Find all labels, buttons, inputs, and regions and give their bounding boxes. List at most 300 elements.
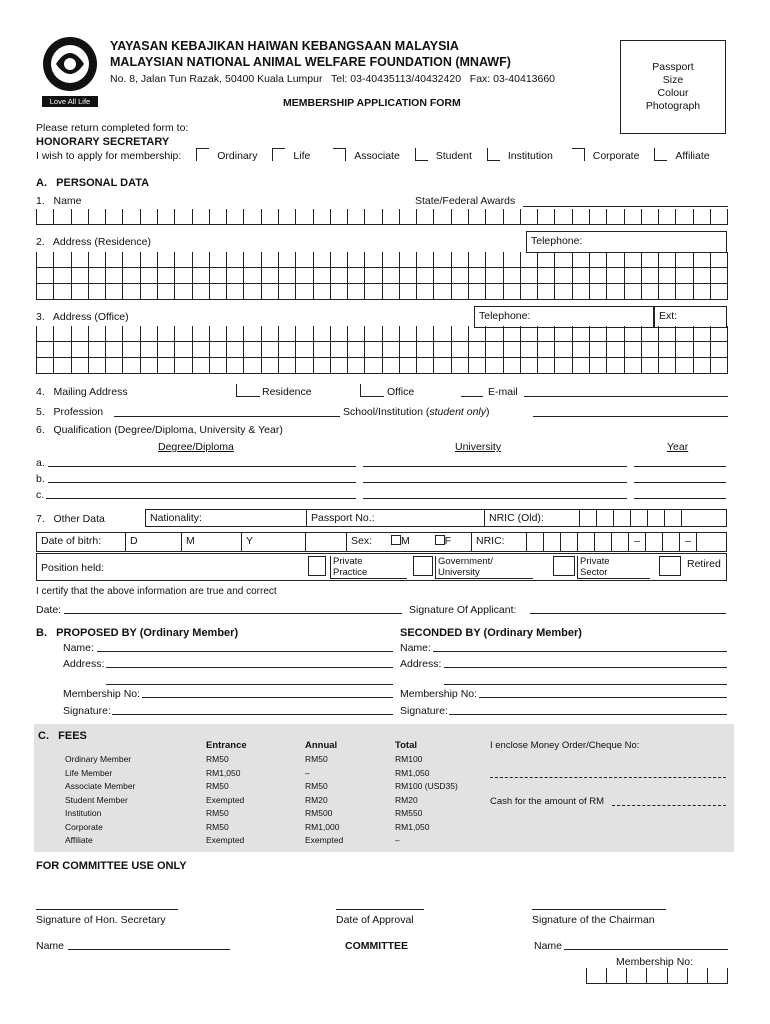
grid-cell[interactable] [555,209,572,225]
grid-cell[interactable] [141,252,158,268]
proposer-address-field-1[interactable] [106,656,393,668]
grid-cell[interactable] [504,284,521,300]
grid-cell[interactable] [711,358,728,374]
nric-cell[interactable] [561,533,578,551]
grid-cell[interactable] [590,252,607,268]
grid-cell[interactable] [538,209,555,225]
grid-cell[interactable] [141,358,158,374]
seconder-membership-field[interactable] [479,686,727,698]
grid-cell[interactable] [590,326,607,342]
grid-cell[interactable] [711,268,728,284]
grid-cell[interactable] [417,209,434,225]
grid-cell[interactable] [365,268,382,284]
grid-cell[interactable] [642,284,659,300]
grid-cell[interactable] [279,268,296,284]
seconder-address-field-1[interactable] [444,656,727,668]
grid-cell[interactable] [434,326,451,342]
grid-cell[interactable] [331,326,348,342]
passport-field[interactable] [307,510,485,526]
committee-membership-grid[interactable] [586,968,728,984]
nric-cell[interactable] [527,533,544,551]
grid-cell[interactable] [175,209,192,225]
grid-cell[interactable] [555,326,572,342]
grid-cell[interactable] [676,284,693,300]
grid-cell[interactable] [555,342,572,358]
grid-cell[interactable] [555,268,572,284]
grid-cell[interactable] [400,209,417,225]
grid-cell[interactable] [210,252,227,268]
grid-cell[interactable] [54,252,71,268]
grid-cell[interactable] [331,209,348,225]
grid-cell[interactable] [504,252,521,268]
grid-cell[interactable] [383,284,400,300]
grid-cell[interactable] [296,268,313,284]
grid-cell[interactable] [573,252,590,268]
grid-cell[interactable] [175,358,192,374]
qual-a-degree[interactable] [48,455,356,467]
grid-cell[interactable] [193,358,210,374]
grid-cell[interactable] [486,342,503,358]
grid-cell[interactable] [331,358,348,374]
checkbox-private-sector[interactable] [553,556,575,576]
grid-cell[interactable] [642,252,659,268]
grid-cell[interactable] [383,342,400,358]
grid-cell[interactable] [521,342,538,358]
grid-cell[interactable] [417,358,434,374]
grid-cell[interactable] [193,342,210,358]
grid-cell[interactable] [711,342,728,358]
address-residence-grid-1[interactable] [36,252,728,268]
date-field[interactable] [64,602,402,614]
grid-cell[interactable] [348,326,365,342]
grid-cell[interactable] [417,326,434,342]
grid-cell[interactable] [607,209,624,225]
grid-cell[interactable] [627,968,647,984]
nationality-field[interactable] [146,510,307,526]
grid-cell[interactable] [538,342,555,358]
awards-field[interactable] [523,193,728,207]
grid-cell[interactable] [348,268,365,284]
grid-cell[interactable] [676,252,693,268]
nric-cell[interactable] [612,533,629,551]
grid-cell[interactable] [676,342,693,358]
grid-cell[interactable] [694,358,711,374]
grid-cell[interactable] [452,326,469,342]
chairman-name-field[interactable] [564,938,728,950]
profession-field[interactable] [114,405,340,417]
grid-cell[interactable] [711,209,728,225]
grid-cell[interactable] [625,358,642,374]
signature-applicant-field[interactable] [530,602,726,614]
checkbox-affiliate[interactable] [654,148,667,161]
grid-cell[interactable] [469,284,486,300]
proposer-address-field-2[interactable] [106,673,393,685]
grid-cell[interactable] [296,326,313,342]
grid-cell[interactable] [89,268,106,284]
grid-cell[interactable] [452,342,469,358]
grid-cell[interactable] [262,342,279,358]
grid-cell[interactable] [262,358,279,374]
grid-cell[interactable] [573,284,590,300]
grid-cell[interactable] [89,326,106,342]
grid-cell[interactable] [538,252,555,268]
address-office-grid-2[interactable] [36,342,728,358]
grid-cell[interactable] [469,252,486,268]
grid-cell[interactable] [314,268,331,284]
grid-cell[interactable] [555,358,572,374]
grid-cell[interactable] [54,284,71,300]
grid-cell[interactable] [348,284,365,300]
dob-day[interactable] [126,533,182,551]
grid-cell[interactable] [175,342,192,358]
checkbox-ordinary[interactable] [196,148,209,161]
ext-field[interactable] [654,306,727,328]
grid-cell[interactable] [106,252,123,268]
grid-cell[interactable] [262,252,279,268]
grid-cell[interactable] [244,326,261,342]
grid-cell[interactable] [486,252,503,268]
grid-cell[interactable] [625,326,642,342]
address-office-grid-3[interactable] [36,358,728,374]
grid-cell[interactable] [642,268,659,284]
grid-cell[interactable] [469,268,486,284]
qual-c-year[interactable] [634,487,726,499]
checkbox-government[interactable] [413,556,433,576]
grid-cell[interactable] [659,342,676,358]
money-order-field[interactable] [490,768,726,778]
grid-cell[interactable] [296,284,313,300]
school-field[interactable] [533,405,728,417]
grid-cell[interactable] [37,358,54,374]
grid-cell[interactable] [625,252,642,268]
grid-cell[interactable] [521,252,538,268]
grid-cell[interactable] [607,968,627,984]
grid-cell[interactable] [452,209,469,225]
grid-cell[interactable] [193,209,210,225]
grid-cell[interactable] [383,268,400,284]
grid-cell[interactable] [469,326,486,342]
qual-c-university[interactable] [363,487,627,499]
nric-old-cell[interactable] [648,510,665,526]
grid-cell[interactable] [54,326,71,342]
grid-cell[interactable] [607,252,624,268]
grid-cell[interactable] [383,252,400,268]
telephone-office-field[interactable] [474,306,654,328]
grid-cell[interactable] [659,358,676,374]
email-field[interactable] [524,386,728,397]
grid-cell[interactable] [89,342,106,358]
grid-cell[interactable] [37,284,54,300]
grid-cell[interactable] [227,252,244,268]
grid-cell[interactable] [331,284,348,300]
grid-cell[interactable] [434,268,451,284]
telephone-residence-field[interactable] [526,231,727,253]
grid-cell[interactable] [227,268,244,284]
grid-cell[interactable] [37,342,54,358]
grid-cell[interactable] [348,358,365,374]
grid-cell[interactable] [141,209,158,225]
grid-cell[interactable] [625,284,642,300]
grid-cell[interactable] [314,284,331,300]
grid-cell[interactable] [590,284,607,300]
grid-cell[interactable] [141,268,158,284]
grid-cell[interactable] [175,284,192,300]
grid-cell[interactable] [625,342,642,358]
grid-cell[interactable] [72,342,89,358]
grid-cell[interactable] [469,358,486,374]
nric-cell[interactable] [578,533,595,551]
nric-old-field[interactable] [485,510,580,526]
grid-cell[interactable] [711,326,728,342]
grid-cell[interactable] [538,326,555,342]
nric-cell[interactable] [544,533,561,551]
grid-cell[interactable] [37,326,54,342]
grid-cell[interactable] [521,209,538,225]
checkbox-private-practice[interactable] [308,556,326,576]
grid-cell[interactable] [365,284,382,300]
grid-cell[interactable] [106,209,123,225]
grid-cell[interactable] [469,342,486,358]
grid-cell[interactable] [400,268,417,284]
grid-cell[interactable] [158,342,175,358]
grid-cell[interactable] [434,342,451,358]
grid-cell[interactable] [434,252,451,268]
grid-cell[interactable] [193,252,210,268]
grid-cell[interactable] [555,252,572,268]
qual-b-degree[interactable] [48,471,356,483]
grid-cell[interactable] [538,284,555,300]
grid-cell[interactable] [417,252,434,268]
grid-cell[interactable] [400,342,417,358]
grid-cell[interactable] [244,284,261,300]
grid-cell[interactable] [279,284,296,300]
grid-cell[interactable] [296,252,313,268]
grid-cell[interactable] [54,268,71,284]
grid-cell[interactable] [607,326,624,342]
grid-cell[interactable] [89,209,106,225]
seconder-address-field-2[interactable] [444,673,727,685]
grid-cell[interactable] [106,358,123,374]
grid-cell[interactable] [123,284,140,300]
grid-cell[interactable] [417,284,434,300]
grid-cell[interactable] [434,209,451,225]
nric-old-cell[interactable] [665,510,682,526]
grid-cell[interactable] [54,209,71,225]
grid-cell[interactable] [37,209,54,225]
grid-cell[interactable] [106,268,123,284]
grid-cell[interactable] [348,342,365,358]
grid-cell[interactable] [486,358,503,374]
checkbox-associate[interactable] [333,148,346,161]
grid-cell[interactable] [486,284,503,300]
grid-cell[interactable] [625,209,642,225]
checkbox-corporate[interactable] [572,148,585,161]
cash-amount-field[interactable] [612,796,726,806]
grid-cell[interactable] [123,209,140,225]
grid-cell[interactable] [158,326,175,342]
grid-cell[interactable] [694,284,711,300]
nric-cell[interactable] [595,533,612,551]
grid-cell[interactable] [587,968,607,984]
nric-old-cell[interactable] [682,510,726,526]
grid-cell[interactable] [573,342,590,358]
grid-cell[interactable] [141,284,158,300]
grid-cell[interactable] [123,326,140,342]
grid-cell[interactable] [642,326,659,342]
grid-cell[interactable] [244,268,261,284]
seconder-signature-field[interactable] [449,703,727,715]
grid-cell[interactable] [262,268,279,284]
grid-cell[interactable] [244,252,261,268]
grid-cell[interactable] [504,342,521,358]
grid-cell[interactable] [193,326,210,342]
checkbox-life[interactable] [272,148,285,161]
grid-cell[interactable] [694,342,711,358]
grid-cell[interactable] [590,342,607,358]
grid-cell[interactable] [607,268,624,284]
grid-cell[interactable] [314,326,331,342]
grid-cell[interactable] [486,268,503,284]
grid-cell[interactable] [227,209,244,225]
qual-b-year[interactable] [634,471,726,483]
grid-cell[interactable] [72,284,89,300]
grid-cell[interactable] [141,326,158,342]
grid-cell[interactable] [210,284,227,300]
grid-cell[interactable] [123,252,140,268]
grid-cell[interactable] [262,326,279,342]
grid-cell[interactable] [331,252,348,268]
grid-cell[interactable] [331,342,348,358]
grid-cell[interactable] [365,252,382,268]
grid-cell[interactable] [123,358,140,374]
grid-cell[interactable] [504,326,521,342]
grid-cell[interactable] [158,252,175,268]
grid-cell[interactable] [521,326,538,342]
grid-cell[interactable] [590,268,607,284]
grid-cell[interactable] [607,342,624,358]
nric-cell[interactable] [697,533,726,551]
grid-cell[interactable] [538,358,555,374]
grid-cell[interactable] [365,209,382,225]
grid-cell[interactable] [452,358,469,374]
grid-cell[interactable] [676,326,693,342]
dob-month[interactable] [182,533,242,551]
grid-cell[interactable] [175,252,192,268]
grid-cell[interactable] [659,209,676,225]
grid-cell[interactable] [72,358,89,374]
nric-old-cell[interactable] [597,510,614,526]
grid-cell[interactable] [244,342,261,358]
grid-cell[interactable] [642,342,659,358]
grid-cell[interactable] [123,268,140,284]
checkbox-mailing-office[interactable] [360,384,384,397]
grid-cell[interactable] [262,284,279,300]
nric-cell[interactable] [646,533,663,551]
grid-cell[interactable] [314,252,331,268]
grid-cell[interactable] [573,358,590,374]
grid-cell[interactable] [417,342,434,358]
grid-cell[interactable] [72,326,89,342]
qual-a-year[interactable] [634,455,726,467]
grid-cell[interactable] [210,209,227,225]
grid-cell[interactable] [383,358,400,374]
checkbox-institution[interactable] [487,148,500,161]
proposer-membership-field[interactable] [142,686,393,698]
grid-cell[interactable] [365,326,382,342]
checkbox-female[interactable] [435,535,445,545]
grid-cell[interactable] [106,284,123,300]
grid-cell[interactable] [54,358,71,374]
checkbox-mailing-residence[interactable] [236,384,260,397]
grid-cell[interactable] [37,268,54,284]
grid-cell[interactable] [37,252,54,268]
grid-cell[interactable] [607,284,624,300]
checkbox-retired[interactable] [659,556,681,576]
grid-cell[interactable] [434,284,451,300]
address-residence-grid-3[interactable] [36,284,728,300]
grid-cell[interactable] [688,968,708,984]
grid-cell[interactable] [106,342,123,358]
proposer-signature-field[interactable] [112,703,393,715]
grid-cell[interactable] [158,209,175,225]
grid-cell[interactable] [262,209,279,225]
grid-cell[interactable] [573,326,590,342]
grid-cell[interactable] [676,209,693,225]
grid-cell[interactable] [504,268,521,284]
grid-cell[interactable] [694,252,711,268]
grid-cell[interactable] [296,358,313,374]
grid-cell[interactable] [400,326,417,342]
grid-cell[interactable] [400,284,417,300]
grid-cell[interactable] [400,252,417,268]
grid-cell[interactable] [227,342,244,358]
date-approval-line[interactable] [336,898,424,910]
grid-cell[interactable] [227,358,244,374]
qual-c-degree[interactable] [46,487,356,499]
sig-chairman-line[interactable] [532,898,666,910]
grid-cell[interactable] [590,209,607,225]
grid-cell[interactable] [89,252,106,268]
grid-cell[interactable] [521,284,538,300]
seconder-name-field[interactable] [433,640,727,652]
passport-photo-box[interactable] [620,40,726,134]
grid-cell[interactable] [452,284,469,300]
address-residence-grid-2[interactable] [36,268,728,284]
sig-secretary-line[interactable] [36,898,178,910]
grid-cell[interactable] [158,358,175,374]
qual-a-university[interactable] [363,455,627,467]
grid-cell[interactable] [469,209,486,225]
grid-cell[interactable] [158,268,175,284]
grid-cell[interactable] [296,342,313,358]
grid-cell[interactable] [106,326,123,342]
grid-cell[interactable] [210,342,227,358]
grid-cell[interactable] [659,252,676,268]
grid-cell[interactable] [279,342,296,358]
grid-cell[interactable] [676,268,693,284]
grid-cell[interactable] [158,284,175,300]
grid-cell[interactable] [314,209,331,225]
grid-cell[interactable] [694,268,711,284]
grid-cell[interactable] [694,209,711,225]
grid-cell[interactable] [365,342,382,358]
grid-cell[interactable] [175,268,192,284]
grid-cell[interactable] [434,358,451,374]
grid-cell[interactable] [279,209,296,225]
address-office-grid-1[interactable] [36,326,728,342]
checkbox-student[interactable] [415,148,428,161]
grid-cell[interactable] [314,358,331,374]
